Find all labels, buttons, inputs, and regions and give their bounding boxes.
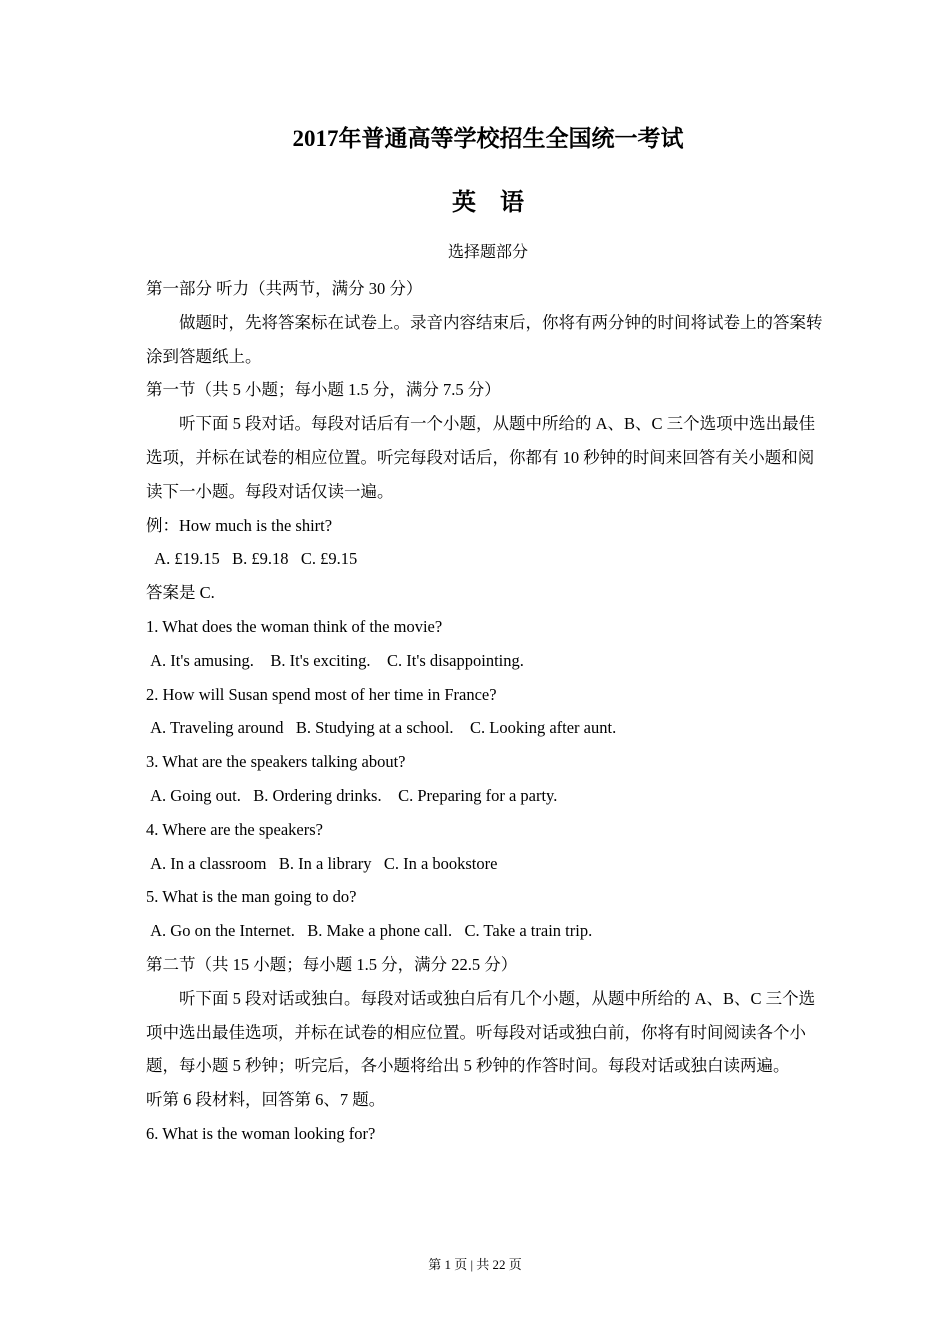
options-4: A. In a classroom B. In a library C. In a bookstore: [146, 853, 498, 873]
material-6-heading: 听第 6 段材料，回答第 6、7 题。: [146, 1090, 386, 1110]
example-answer: 答案是 C.: [146, 583, 215, 603]
question-6: 6. What is the woman looking for?: [146, 1123, 376, 1143]
example-options: A. £19.15 B. £9.18 C. £9.15: [146, 549, 358, 569]
options-1: A. It's amusing. B. It's exciting. C. It's disappointing.: [146, 650, 524, 670]
page-footer: 第 1 页 | 共 22 页: [428, 1257, 522, 1272]
section1-heading: 第一节（共 5 小题；每小题 1.5 分，满分 7.5 分）: [146, 380, 501, 400]
exam-body: [146, 272, 830, 1151]
question-2: 2. How will Susan spend most of her time in France?: [146, 684, 497, 704]
exam-title: 2017年普通高等学校招生全国统一考试: [292, 126, 684, 151]
options-5: A. Go on the Internet. B. Make a phone call. C. Take a train trip.: [146, 921, 593, 941]
section2-instructions: 听下面 5 段对话或独白。每段对话或独白后有几个小题，从题中所给的 A、B、C 三个选项中选出最佳选项，并标在试卷的相应位置。听每段对话或独白前，你将有时间阅读各个小题，每小题 5 秒钟；听完后，各小题将给出 5 秒钟的作答时间。每段对话或独白读两遍。: [146, 988, 816, 1076]
part1-heading: 第一部分 听力（共两节，满分 30 分）: [146, 279, 423, 298]
section2-heading: 第二节（共 15 小题；每小题 1.5 分，满分 22.5 分）: [146, 954, 518, 974]
options-2: A. Traveling around B. Studying at a school. C. Looking after aunt.: [146, 718, 617, 738]
subject-title: 英 语: [452, 190, 524, 216]
section1-instructions: 听下面 5 段对话。每段对话后有一个小题，从题中所给的 A、B、C 三个选项中选出最佳选项，并标在试卷的相应位置。听完每段对话后，你都有 10 秒钟的时间来回答有关小题和阅读下一小题。每段对话仅读一遍。: [146, 414, 816, 501]
example-question: 例：How much is the shirt?: [146, 515, 333, 535]
question-3: 3. What are the speakers talking about?: [146, 752, 406, 772]
section-heading: 选择题部分: [447, 244, 528, 261]
question-5: 5. What is the man going to do?: [146, 887, 357, 907]
part1-instructions: 做题时，先将答案标在试卷上。录音内容结束后，你将有两分钟的时间将试卷上的答案转涂到答题纸上。: [146, 312, 823, 366]
question-1: 1. What does the woman think of the movie?: [146, 616, 443, 636]
options-3: A. Going out. B. Ordering drinks. C. Preparing for a party.: [146, 785, 558, 805]
question-4: 4. Where are the speakers?: [146, 819, 323, 839]
